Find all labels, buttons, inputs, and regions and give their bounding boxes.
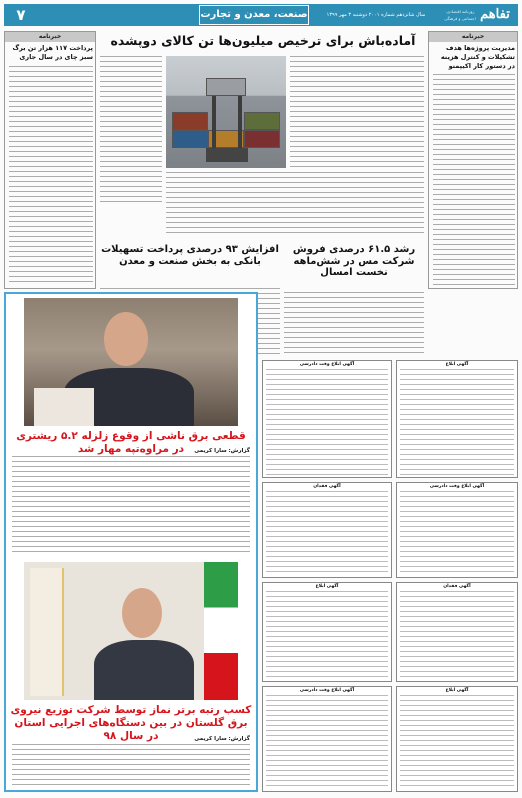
official-photo-1: [24, 298, 238, 426]
left-box-title: پرداخت ۱۱۷ هزار تن برگ سبز چای در سال جاری: [12, 44, 93, 61]
right-news-box: [428, 31, 518, 289]
main-article-col-right: [290, 56, 424, 168]
section-title: صنعت، معدن و تجارت: [199, 5, 309, 25]
ad-block-8: آگهی ابلاغ: [396, 686, 518, 792]
ad-block-1: آگهی ابلاغ وقت دادرسی: [262, 360, 392, 478]
official-photo-2: [24, 562, 238, 700]
left-box-label: خبرنامه: [5, 32, 95, 42]
red-headline-earthquake: قطعی برق ناشی از وقوع زلزله ۵.۲ ریشتری در مراوه‌تپه مهار شد: [16, 430, 246, 455]
ranking-article-body: [12, 744, 250, 786]
right-box-label: خبرنامه: [429, 32, 517, 42]
ad-block-7: آگهی ابلاغ وقت دادرسی: [262, 686, 392, 792]
page-number: ۷: [16, 6, 26, 24]
left-box-body: [9, 66, 93, 286]
main-article-col-left: [100, 56, 162, 206]
left-news-box: [4, 31, 96, 289]
copper-article-body: [284, 292, 424, 354]
sub-headline-copper: رشد ۶۱.۵ درصدی فروش شرکت مس در شش‌ماهه نخست امسال: [292, 244, 416, 278]
page-header: [4, 4, 518, 26]
main-article-col-bottom: [166, 172, 424, 234]
ad-block-2: آگهی ابلاغ: [396, 360, 518, 478]
right-box-body: [433, 74, 515, 286]
main-headline: آماده‌باش برای ترخیص میلیون‌ها تن کالای دوپشده: [110, 33, 416, 48]
ad-block-5: آگهی ابلاغ: [262, 582, 392, 682]
right-box-title: مدیریت پروژه‌ها هدف تشکیلات و کنترل هزینه در دستور کار اکیپمنو: [440, 44, 515, 70]
red-headline-ranking: کسب رتبه برتر نماز توسط شرکت توزیع نیروی برق گلستان در بین دستگاه‌های اجرایی استان در سال ۹۸: [10, 704, 252, 742]
container-port-photo: [166, 56, 286, 168]
reporter-line-1: گزارش: سارا کریمی: [194, 448, 250, 454]
issue-meta: سال شانزدهم شماره ۲۰۰۱ دوشنبه ۳ مهر ۱۳۹۹: [326, 12, 426, 18]
newspaper-logo: تفاهم: [480, 7, 510, 22]
ad-block-3: آگهی فقدان: [262, 482, 392, 578]
ad-block-6: آگهی فقدان: [396, 582, 518, 682]
reporter-line-2: گزارش: سارا کریمی: [194, 736, 250, 742]
ad-block-4: آگهی ابلاغ وقت دادرسی: [396, 482, 518, 578]
tagline: روزنامه اقتصادی، اجتماعی و فرهنگی: [444, 9, 476, 21]
earthquake-article-body: [12, 456, 250, 556]
electricity-news-frame: [4, 292, 258, 792]
sub-headline-bank-loans: افزایش ۹۳ درصدی پرداخت تسهیلات بانکی به بخش صنعت و معدن: [101, 244, 279, 267]
